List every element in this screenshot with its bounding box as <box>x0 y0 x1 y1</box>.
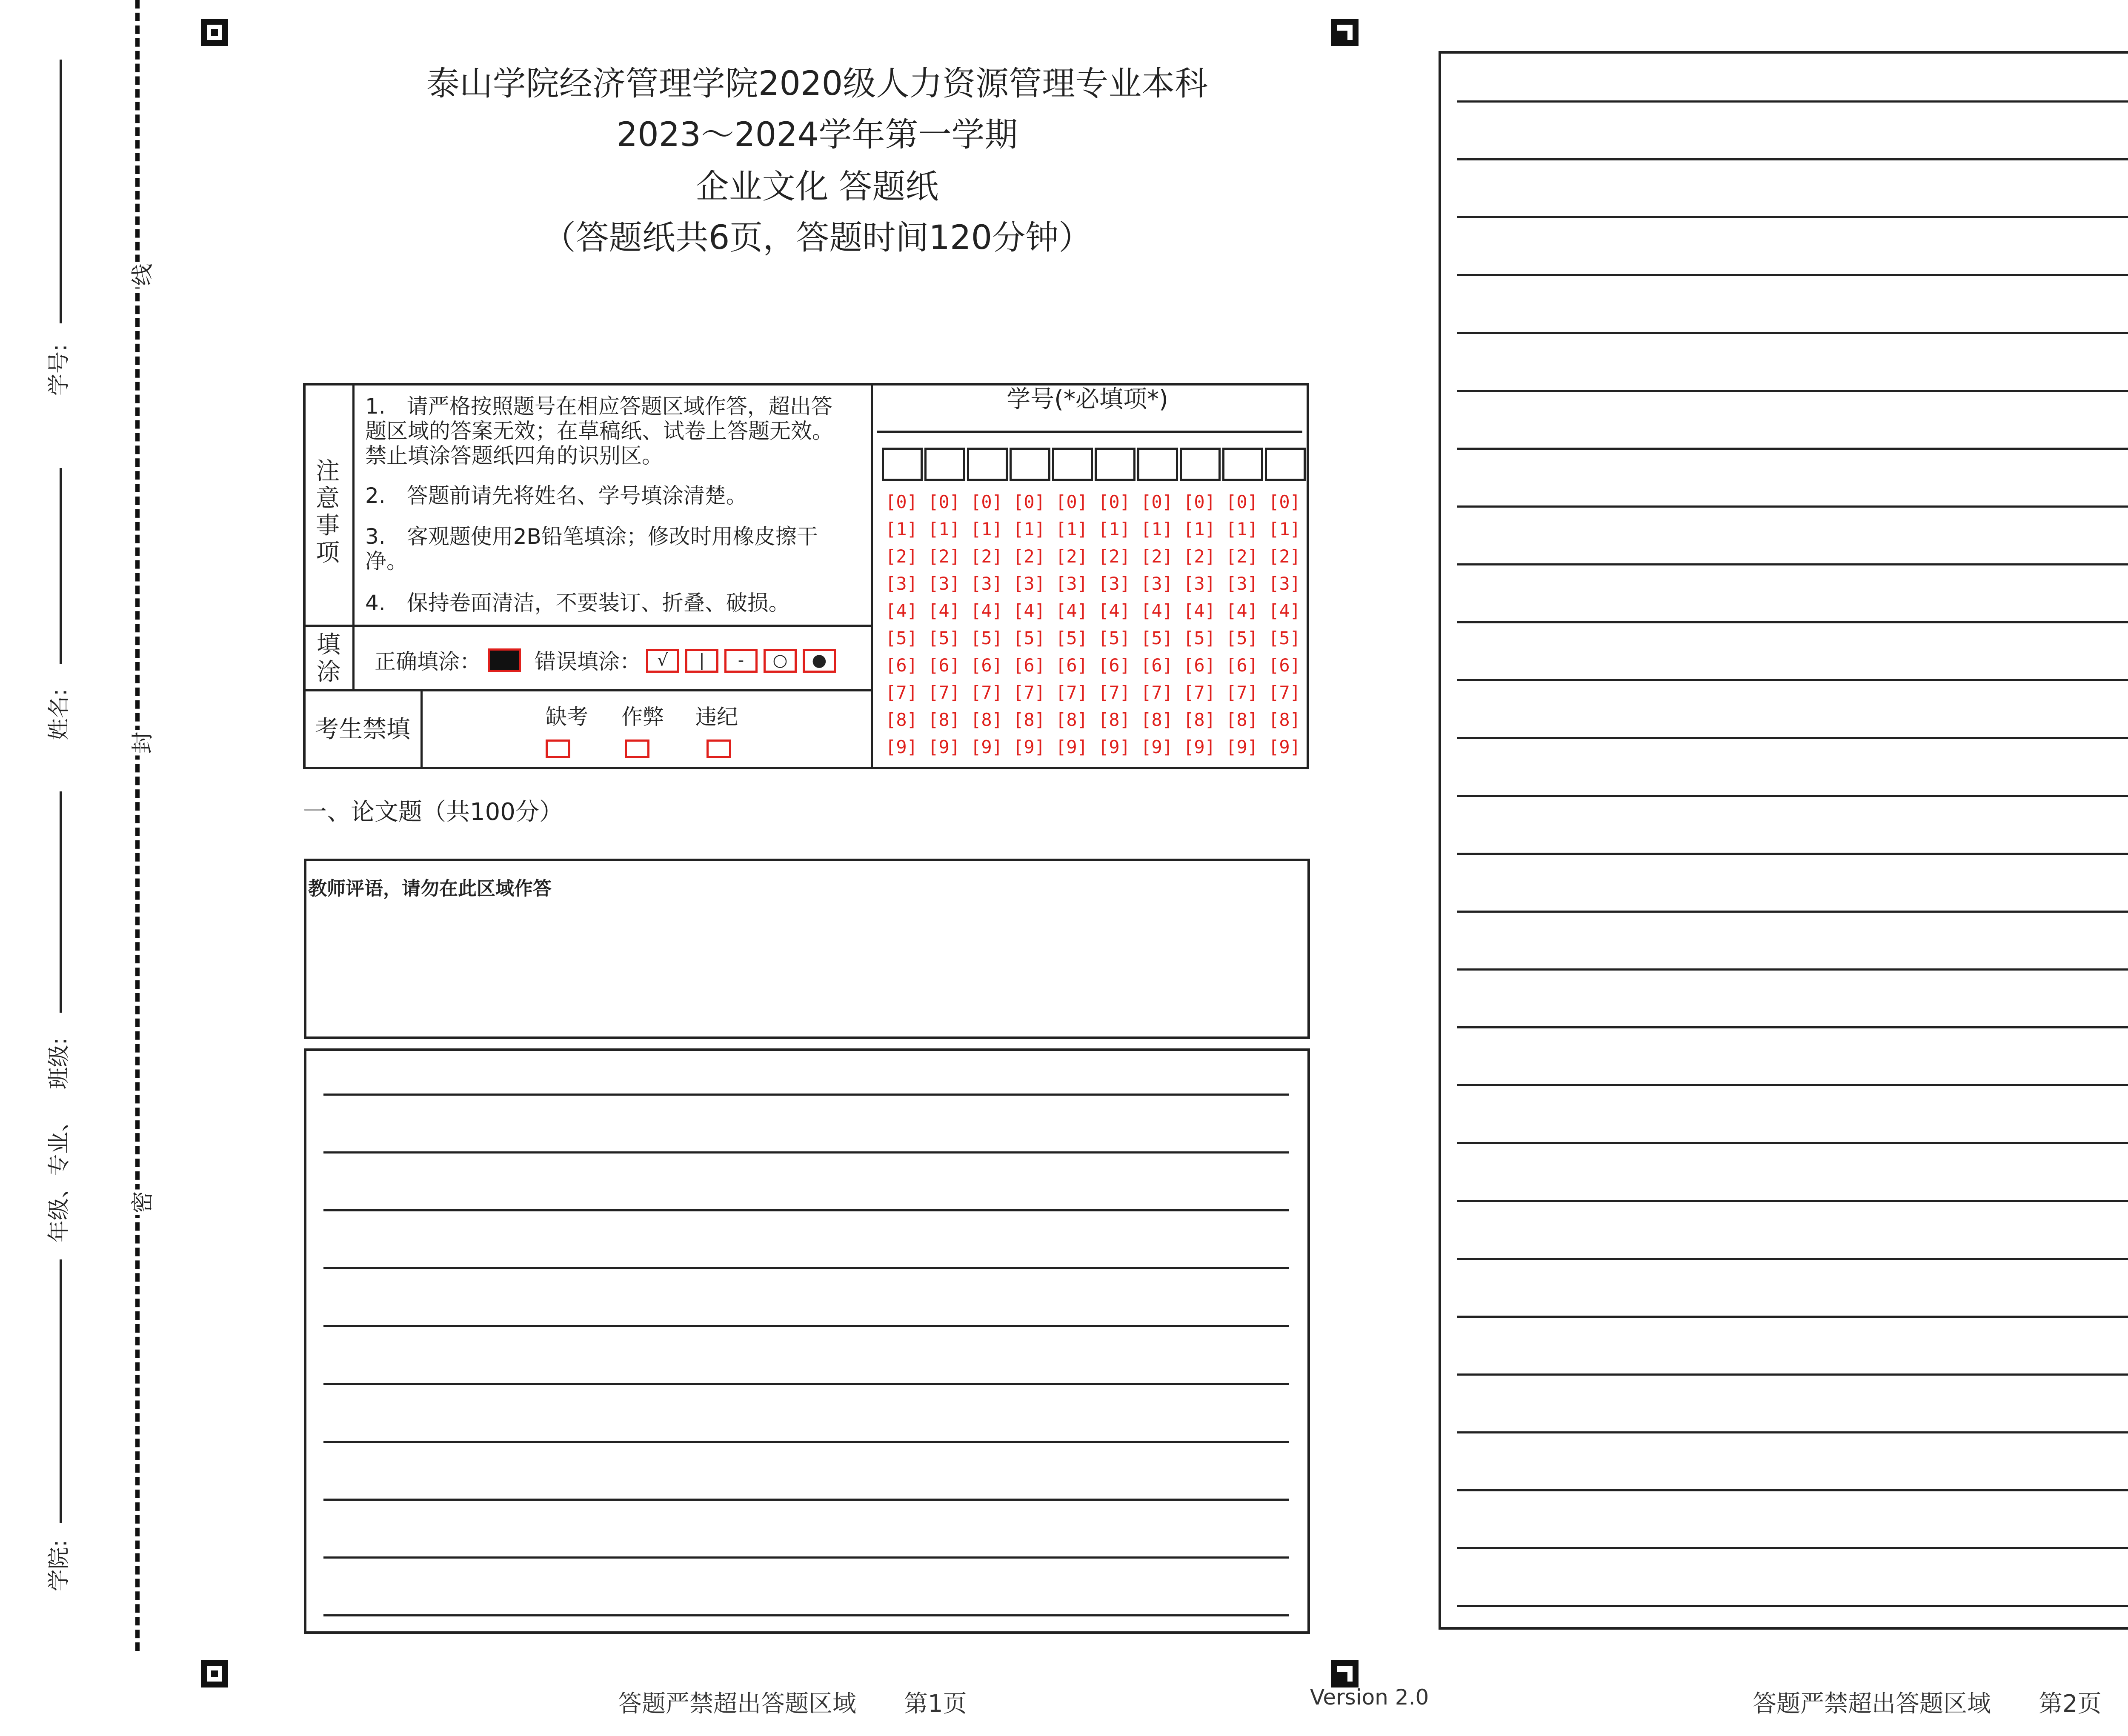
answer-line <box>1457 1200 2128 1202</box>
student-id-digit-bubble[interactable]: [8] <box>1141 709 1173 730</box>
forbidden-violation-label: 违纪 <box>695 705 738 729</box>
notice-item-2: 2. 答题前请先将姓名、学号填涂清楚。 <box>365 483 747 508</box>
answer-line <box>1457 448 2128 450</box>
student-id-digit-bubble[interactable]: [6] <box>885 655 918 676</box>
student-id-digit-column <box>1095 488 1134 761</box>
student-id-digit-bubble[interactable]: [5] <box>928 628 960 648</box>
student-id-cell[interactable] <box>1180 448 1221 481</box>
answer-line <box>323 1499 1289 1501</box>
answer-line <box>323 1614 1289 1616</box>
student-id-digit-bubble[interactable]: [2] <box>1183 546 1216 567</box>
xuehao-fill-line <box>60 60 62 323</box>
student-id-digit-column <box>1052 488 1091 761</box>
student-id-digit-bubble[interactable]: [0] <box>1183 491 1216 512</box>
banji-label: 班级: <box>46 1037 72 1089</box>
student-id-digit-bubble[interactable]: [9] <box>1268 737 1301 757</box>
student-id-digit-bubble[interactable]: [5] <box>1141 628 1173 648</box>
student-id-digit-bubble[interactable]: [2] <box>1268 546 1301 567</box>
fill-heading: 填涂 <box>317 631 340 686</box>
student-id-digit-bubble[interactable]: [2] <box>970 546 1003 567</box>
student-id-digit-bubble[interactable]: [0] <box>970 491 1003 512</box>
answer-line <box>1457 1258 2128 1260</box>
student-id-digit-bubble[interactable]: [8] <box>1268 709 1301 730</box>
student-id-digit-bubble[interactable]: [4] <box>885 600 918 621</box>
nianji-label: 年级、专业、 <box>46 1109 72 1242</box>
student-id-cell[interactable] <box>1222 448 1263 481</box>
student-id-digit-bubble[interactable]: [5] <box>1055 628 1088 648</box>
student-id-digit-bubble[interactable]: [4] <box>1183 600 1216 621</box>
student-id-digit-bubble[interactable]: [2] <box>1013 546 1045 567</box>
student-id-digit-bubble[interactable]: [7] <box>1098 682 1130 703</box>
answer-line <box>1457 1489 2128 1491</box>
answer-line <box>1457 1084 2128 1086</box>
answer-line <box>323 1325 1289 1327</box>
wrong-fill-dot: ● <box>803 649 836 673</box>
corner-marker-bottom-center <box>1331 1660 1359 1687</box>
student-id-digit-bubble[interactable]: [6] <box>1226 655 1258 676</box>
answer-line <box>1457 1142 2128 1144</box>
answer-line <box>1457 679 2128 681</box>
student-id-digit-bubble[interactable]: [1] <box>1268 519 1301 540</box>
student-id-digit-bubble[interactable]: [3] <box>1013 573 1045 594</box>
student-id-digit-bubble[interactable]: [5] <box>885 628 918 648</box>
answer-line <box>323 1151 1289 1154</box>
answer-line <box>1457 968 2128 971</box>
corner-marker-bottom-left <box>201 1660 228 1687</box>
student-id-digit-bubble[interactable]: [0] <box>885 491 918 512</box>
answer-line <box>323 1441 1289 1443</box>
id-heading-line <box>877 431 1302 433</box>
answer-line <box>1457 390 2128 392</box>
student-id-digit-bubble[interactable]: [6] <box>928 655 960 676</box>
wrong-fill-circle: ○ <box>764 649 797 673</box>
answer-line <box>323 1209 1289 1211</box>
xueyuan-label: 学院: <box>46 1539 72 1591</box>
wrong-fill-dash: - <box>724 649 758 673</box>
answer-line <box>1457 563 2128 565</box>
answer-line <box>1457 1316 2128 1318</box>
notice-divider <box>352 384 355 690</box>
answer-line <box>1457 1605 2128 1607</box>
answer-box-page2[interactable] <box>1439 51 2128 1630</box>
answer-line <box>323 1267 1289 1269</box>
answer-line <box>1457 505 2128 508</box>
student-id-digit-bubble[interactable]: [5] <box>1013 628 1045 648</box>
answer-line <box>323 1383 1289 1385</box>
seal-char-seal: 封 <box>121 730 160 756</box>
answer-line <box>1457 911 2128 913</box>
student-id-digit-bubble[interactable]: [4] <box>1268 600 1301 621</box>
footer-page1: 答题严禁超出答题区域 第1页 <box>618 1690 967 1718</box>
student-id-digit-bubble[interactable]: [6] <box>1013 655 1045 676</box>
student-id-digit-bubble[interactable]: [9] <box>885 737 918 757</box>
student-id-digit-bubble[interactable]: [6] <box>1268 655 1301 676</box>
student-id-digit-bubble[interactable]: [8] <box>1013 709 1045 730</box>
student-id-digit-bubble[interactable]: [3] <box>885 573 918 594</box>
student-id-cell[interactable] <box>1137 448 1178 481</box>
student-id-digit-bubble[interactable]: [7] <box>970 682 1003 703</box>
student-id-digit-bubble[interactable]: [1] <box>1226 519 1258 540</box>
student-id-digit-bubble[interactable]: [9] <box>928 737 960 757</box>
section-title: 一、论文题（共100分） <box>303 798 563 826</box>
student-id-digit-bubble[interactable]: [3] <box>970 573 1003 594</box>
xingming-label: 姓名: <box>46 688 72 740</box>
footer-version: Version 2.0 <box>1310 1685 1429 1710</box>
student-id-digit-bubble[interactable]: [0] <box>1226 491 1258 512</box>
student-id-digit-bubble[interactable]: [8] <box>970 709 1003 730</box>
student-id-digit-bubble[interactable]: [6] <box>1141 655 1173 676</box>
xueyuan-fill-line <box>60 1259 62 1523</box>
student-id-digit-column <box>967 488 1006 761</box>
seal-char-line: 线 <box>121 262 160 288</box>
answer-line <box>1457 158 2128 160</box>
student-id-digit-bubble[interactable]: [3] <box>1183 573 1216 594</box>
seal-char-secret: 密 <box>121 1190 160 1215</box>
student-id-digit-bubble[interactable]: [5] <box>1268 628 1301 648</box>
correct-fill-example <box>488 648 521 672</box>
student-id-digit-bubble[interactable]: [8] <box>885 709 918 730</box>
student-id-digit-bubble[interactable]: [2] <box>1098 546 1130 567</box>
forbidden-heading: 考生禁填 <box>315 716 410 743</box>
forbidden-cheat-label: 作弊 <box>621 705 664 729</box>
student-id-digit-bubble[interactable]: [0] <box>1013 491 1045 512</box>
student-id-digit-bubble[interactable]: [2] <box>1055 546 1088 567</box>
wrong-fill-check: √ <box>646 649 679 673</box>
student-id-digit-bubble[interactable]: [9] <box>1141 737 1173 757</box>
footer-page2: 答题严禁超出答题区域 第2页 <box>1753 1690 2102 1718</box>
binding-dashed-line <box>135 0 140 1651</box>
student-id-digit-bubble[interactable]: [7] <box>1183 682 1216 703</box>
student-id-digit-bubble[interactable]: [5] <box>1226 628 1258 648</box>
student-id-digit-bubble[interactable]: [1] <box>970 519 1003 540</box>
student-id-digit-bubble[interactable]: [9] <box>1098 737 1130 757</box>
student-id-cell[interactable] <box>924 448 965 481</box>
answer-line <box>1457 1373 2128 1376</box>
student-id-digit-bubble[interactable]: [3] <box>1098 573 1130 594</box>
answer-line <box>1457 1431 2128 1433</box>
student-id-digit-bubble[interactable]: [5] <box>1098 628 1130 648</box>
forbidden-absent-box[interactable] <box>546 740 570 758</box>
answer-box-page1[interactable] <box>304 1048 1310 1634</box>
answer-line <box>1457 795 2128 797</box>
student-id-digit-bubble[interactable]: [8] <box>1055 709 1088 730</box>
student-id-digit-bubble[interactable]: [7] <box>928 682 960 703</box>
student-id-digit-bubble[interactable]: [9] <box>970 737 1003 757</box>
student-id-digit-bubble[interactable]: [9] <box>1055 737 1088 757</box>
student-id-digit-column <box>924 488 964 761</box>
student-id-cell[interactable] <box>1052 448 1093 481</box>
student-id-digit-bubble[interactable]: [0] <box>1141 491 1173 512</box>
student-id-digit-bubble[interactable]: [4] <box>1013 600 1045 621</box>
student-id-digit-bubble[interactable]: [4] <box>1141 600 1173 621</box>
student-id-heading: 学号(*必填项*) <box>1007 385 1168 413</box>
forbidden-divider <box>420 690 423 768</box>
student-id-digit-bubble[interactable]: [1] <box>1013 519 1045 540</box>
correct-fill-label: 正确填涂： <box>375 649 481 674</box>
student-id-digit-bubble[interactable]: [0] <box>1098 491 1130 512</box>
exam-title-line1: 泰山学院经济管理学院2020级人力资源管理专业本科 <box>426 65 1208 103</box>
student-id-digit-bubble[interactable]: [3] <box>928 573 960 594</box>
student-id-digit-bubble[interactable]: [1] <box>885 519 918 540</box>
student-id-digit-bubble[interactable]: [4] <box>1055 600 1088 621</box>
answer-line <box>1457 853 2128 855</box>
student-id-cell[interactable] <box>1010 448 1050 481</box>
student-id-digit-bubble[interactable]: [1] <box>1183 519 1216 540</box>
banji-fill-line <box>60 791 62 1013</box>
student-id-digit-column <box>1265 488 1304 761</box>
forbidden-absent-label: 缺考 <box>546 705 588 729</box>
student-id-digit-bubble[interactable]: [3] <box>1268 573 1301 594</box>
answer-line <box>1457 216 2128 218</box>
student-id-digit-bubble[interactable]: [6] <box>1098 655 1130 676</box>
student-id-digit-bubble[interactable]: [9] <box>1013 737 1045 757</box>
student-id-digit-bubble[interactable]: [7] <box>1268 682 1301 703</box>
student-id-digit-bubble[interactable]: [2] <box>928 546 960 567</box>
student-id-digit-bubble[interactable]: [2] <box>1141 546 1173 567</box>
student-id-digit-bubble[interactable]: [5] <box>970 628 1003 648</box>
answer-line <box>323 1556 1289 1559</box>
answer-line <box>323 1094 1289 1096</box>
student-id-digit-bubble[interactable]: [1] <box>928 519 960 540</box>
student-id-digit-column <box>1137 488 1176 761</box>
corner-marker-top-left <box>201 19 228 46</box>
student-id-digit-bubble[interactable]: [7] <box>885 682 918 703</box>
student-id-digit-bubble[interactable]: [1] <box>1141 519 1173 540</box>
answer-line <box>1457 332 2128 334</box>
xingming-fill-line <box>60 468 62 664</box>
teacher-comment-note: 教师评语，请勿在此区域作答 <box>308 878 552 899</box>
student-id-digit-bubble[interactable]: [8] <box>928 709 960 730</box>
student-id-digit-column <box>1180 488 1219 761</box>
student-id-digit-column <box>1010 488 1049 761</box>
notice-heading: 注意事项 <box>316 457 340 567</box>
notice-item-3: 3. 客观题使用2B铅笔填涂；修改时用橡皮擦干净。 <box>365 524 818 574</box>
student-id-digit-bubble[interactable]: [3] <box>1055 573 1088 594</box>
student-id-digit-bubble[interactable]: [9] <box>1226 737 1258 757</box>
exam-title-line3: 企业文化 答题纸 <box>695 168 939 206</box>
student-id-cell[interactable] <box>882 448 923 481</box>
student-id-digit-bubble[interactable]: [7] <box>1055 682 1088 703</box>
student-id-digit-bubble[interactable]: [9] <box>1183 737 1216 757</box>
student-id-digit-bubble[interactable]: [1] <box>1055 519 1088 540</box>
student-id-cell[interactable] <box>967 448 1008 481</box>
student-id-digit-bubble[interactable]: [8] <box>1098 709 1130 730</box>
exam-title-line4: （答题纸共6页，答题时间120分钟） <box>542 219 1092 257</box>
student-id-digit-column <box>1222 488 1261 761</box>
exam-title-line2: 2023～2024学年第一学期 <box>616 116 1018 154</box>
student-id-digit-bubble[interactable]: [2] <box>1226 546 1258 567</box>
student-id-digit-bubble[interactable]: [6] <box>1183 655 1216 676</box>
student-id-digit-bubble[interactable]: [3] <box>1226 573 1258 594</box>
student-id-digit-bubble[interactable]: [8] <box>1183 709 1216 730</box>
student-id-cell[interactable] <box>1095 448 1136 481</box>
student-id-digit-bubble[interactable]: [1] <box>1098 519 1130 540</box>
answer-line <box>1457 1547 2128 1549</box>
student-id-digit-bubble[interactable]: [3] <box>1141 573 1173 594</box>
notice-row-line2 <box>304 689 872 691</box>
student-id-digit-bubble[interactable]: [7] <box>1141 682 1173 703</box>
student-id-digit-bubble[interactable]: [7] <box>1013 682 1045 703</box>
wrong-fill-label: 错误填涂： <box>535 649 641 674</box>
student-id-digit-bubble[interactable]: [2] <box>885 546 918 567</box>
student-id-digit-bubble[interactable]: [6] <box>1055 655 1088 676</box>
student-id-digit-bubble[interactable]: [4] <box>928 600 960 621</box>
student-id-digit-bubble[interactable]: [0] <box>1055 491 1088 512</box>
forbidden-cheat-box[interactable] <box>625 740 649 758</box>
notice-item-4: 4. 保持卷面清洁，不要装订、折叠、破损。 <box>365 591 790 615</box>
forbidden-violation-box[interactable] <box>706 740 731 758</box>
id-divider <box>871 384 873 768</box>
student-id-digit-bubble[interactable]: [0] <box>928 491 960 512</box>
student-id-digit-bubble[interactable]: [4] <box>1098 600 1130 621</box>
answer-line <box>1457 274 2128 276</box>
answer-line <box>1457 1026 2128 1028</box>
student-id-digit-bubble[interactable]: [7] <box>1226 682 1258 703</box>
student-id-digit-bubble[interactable]: [4] <box>1226 600 1258 621</box>
student-id-cell[interactable] <box>1265 448 1306 481</box>
student-id-digit-bubble[interactable]: [0] <box>1268 491 1301 512</box>
student-id-digit-bubble[interactable]: [5] <box>1183 628 1216 648</box>
notice-item-1: 1. 请严格按照题号在相应答题区域作答，超出答题区域的答案无效；在草稿纸、试卷上答题无效。禁止填涂答题纸四角的识别区。 <box>365 394 833 468</box>
answer-line <box>1457 100 2128 103</box>
notice-row-line1 <box>304 625 872 627</box>
wrong-fill-bar: | <box>685 649 718 673</box>
student-id-digit-bubble[interactable]: [8] <box>1226 709 1258 730</box>
corner-marker-top-center <box>1331 19 1359 46</box>
student-id-digit-bubble[interactable]: [6] <box>970 655 1003 676</box>
student-id-digit-bubble[interactable]: [4] <box>970 600 1003 621</box>
xuehao-label: 学号: <box>46 344 72 396</box>
answer-line <box>1457 737 2128 739</box>
student-id-digit-column <box>882 488 921 761</box>
answer-line <box>1457 621 2128 623</box>
